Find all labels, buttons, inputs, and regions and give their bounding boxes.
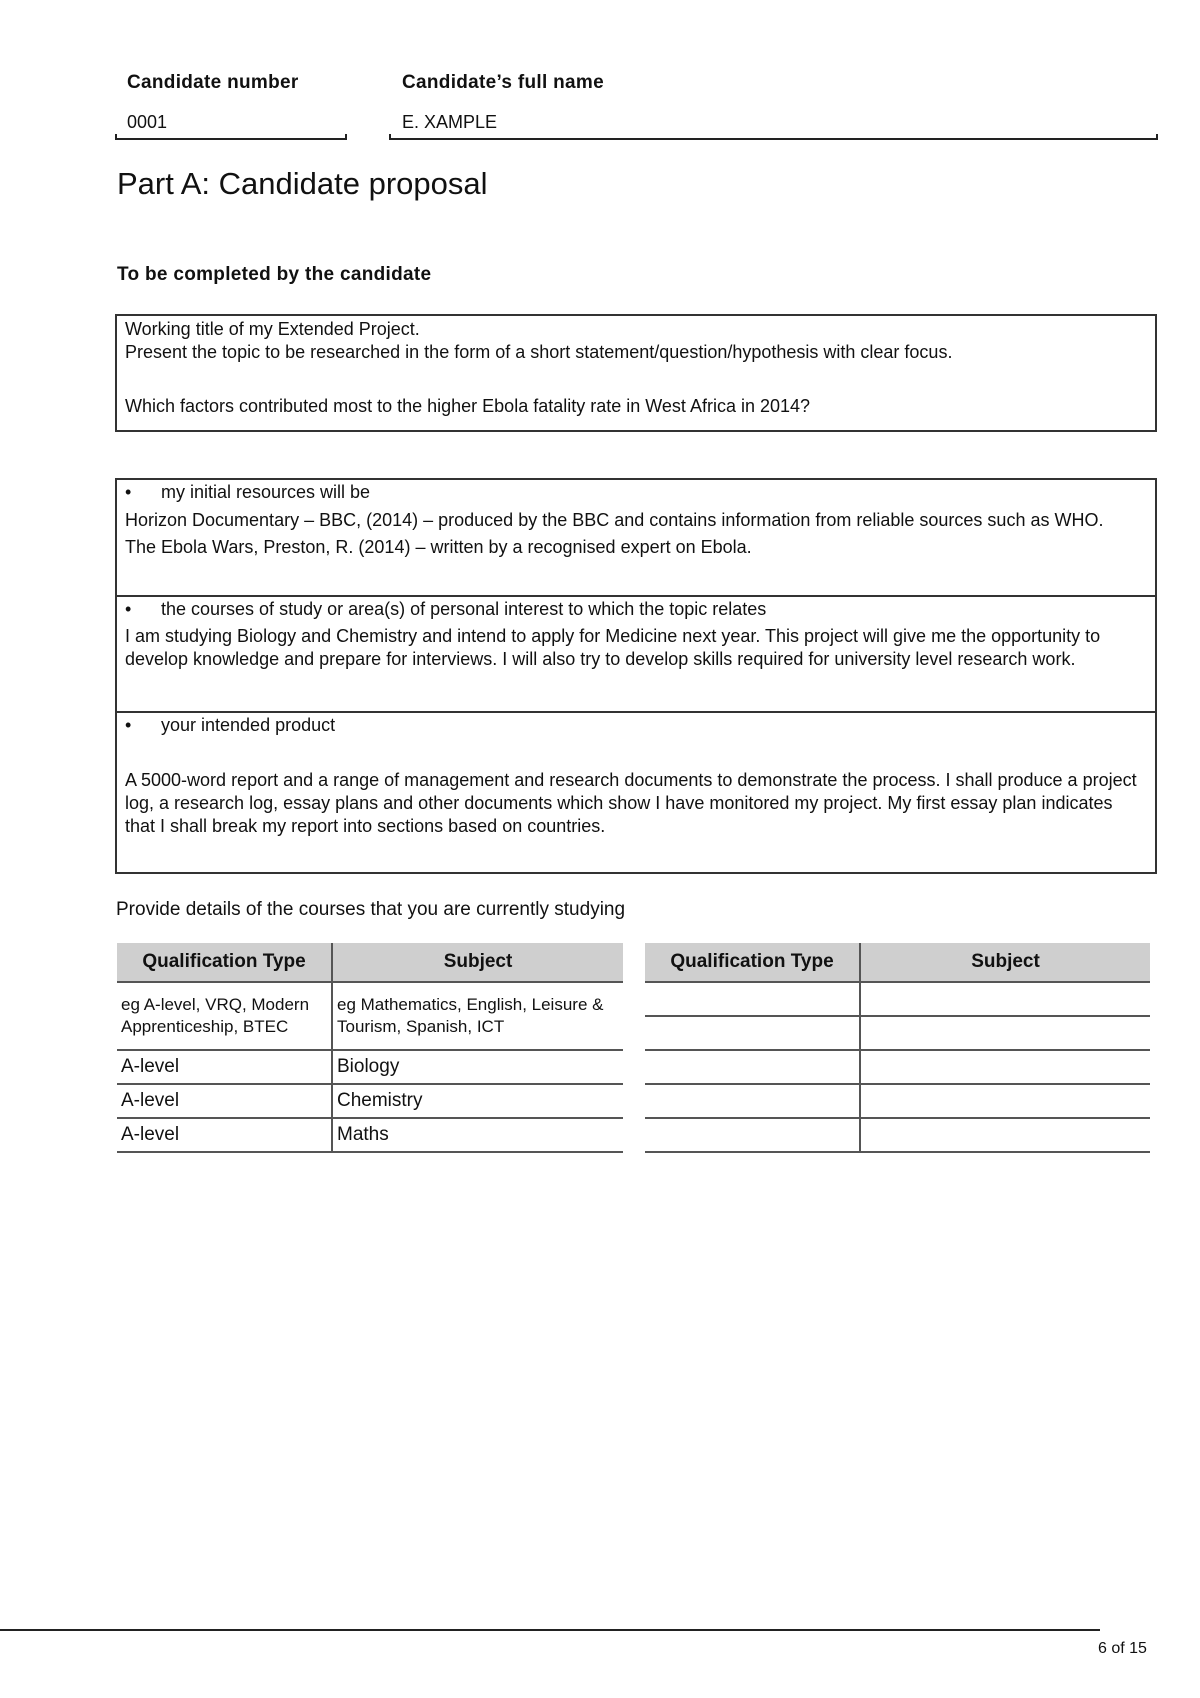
subject-cell[interactable] bbox=[860, 1118, 1150, 1152]
courses-heading: the courses of study or area(s) of personal interest to which the topic relates bbox=[161, 599, 767, 619]
qualification-cell[interactable]: A-level bbox=[117, 1118, 332, 1152]
example-subject: eg Mathematics, English, Leisure & Tourism, Spanish, ICT bbox=[332, 982, 623, 1050]
page-number: 6 of 15 bbox=[1098, 1640, 1147, 1657]
courses-text: I am studying Biology and Chemistry and intend to apply for Medicine next year. This project will give me the opportunity to develop knowledge and prepare for interviews. I will also try to develop skills required for university level research work. bbox=[125, 626, 1101, 669]
subject-cell[interactable]: Maths bbox=[332, 1118, 623, 1152]
table-row[interactable] bbox=[645, 1050, 1150, 1084]
footer-divider bbox=[0, 1629, 1100, 1631]
resources-line2: The Ebola Wars, Preston, R. (2014) – written by a recognised expert on Ebola. bbox=[125, 537, 752, 557]
proposal-details-box bbox=[115, 478, 1157, 874]
product-heading: your intended product bbox=[161, 715, 336, 735]
working-title-line1: Working title of my Extended Project. bbox=[125, 319, 420, 339]
col-header-subject: Subject bbox=[860, 943, 1150, 982]
qualification-cell[interactable]: A-level bbox=[117, 1050, 332, 1084]
working-title-answer: Which factors contributed most to the higher Ebola fatality rate in West Africa in 2014? bbox=[125, 396, 811, 416]
section-subheading: To be completed by the candidate bbox=[117, 264, 432, 285]
bullet-icon: • bbox=[125, 599, 132, 619]
courses-table-right bbox=[645, 943, 1150, 1153]
candidate-name-label: Candidate’s full name bbox=[402, 72, 604, 93]
candidate-name-value[interactable]: E. XAMPLE bbox=[402, 112, 498, 132]
page-title: Part A: Candidate proposal bbox=[117, 166, 488, 201]
subject-cell[interactable] bbox=[860, 1016, 1150, 1050]
candidate-name-field-line bbox=[389, 134, 1158, 140]
bullet-icon: • bbox=[125, 482, 132, 502]
col-header-qualification: Qualification Type bbox=[645, 943, 860, 982]
qualification-cell[interactable] bbox=[645, 982, 860, 1016]
courses-intro: Provide details of the courses that you are currently studying bbox=[116, 899, 626, 920]
table-row[interactable] bbox=[645, 1084, 1150, 1118]
resources-section[interactable] bbox=[117, 480, 1155, 597]
subject-cell[interactable] bbox=[860, 982, 1150, 1016]
col-header-qualification: Qualification Type bbox=[117, 943, 332, 982]
subject-cell[interactable] bbox=[860, 1050, 1150, 1084]
candidate-number-label: Candidate number bbox=[127, 72, 299, 93]
subject-cell[interactable] bbox=[860, 1084, 1150, 1118]
subject-cell[interactable]: Biology bbox=[332, 1050, 623, 1084]
table-row[interactable] bbox=[117, 1118, 623, 1152]
working-title-line2: Present the topic to be researched in the form of a short statement/question/hypothesis with clear focus. bbox=[125, 342, 953, 362]
product-text: A 5000-word report and a range of management and research documents to demonstrate the process. I shall produce a project log, a research log, essay plans and other documents which show I have monitored my project. My first essay plan indicates that I shall break my report into sections based on countries. bbox=[125, 770, 1137, 836]
candidate-number-value[interactable]: 0001 bbox=[127, 112, 168, 132]
example-qualification: eg A-level, VRQ, Modern Apprenticeship, BTEC bbox=[117, 982, 332, 1050]
resources-line1: Horizon Documentary – BBC, (2014) – produced by the BBC and contains information from reliable sources such as WHO. bbox=[125, 510, 1104, 530]
candidate-number-field-line bbox=[115, 134, 347, 140]
qualification-cell[interactable]: A-level bbox=[117, 1084, 332, 1118]
bullet-icon: • bbox=[125, 715, 132, 735]
subject-cell[interactable]: Chemistry bbox=[332, 1084, 623, 1118]
qualification-cell[interactable] bbox=[645, 1050, 860, 1084]
courses-table-left bbox=[117, 943, 623, 1153]
table-row[interactable] bbox=[645, 1118, 1150, 1152]
resources-heading: my initial resources will be bbox=[161, 482, 371, 502]
working-title-box[interactable] bbox=[115, 314, 1157, 432]
courses-section[interactable] bbox=[117, 597, 1155, 713]
table-row-example bbox=[117, 982, 623, 1050]
qualification-cell[interactable] bbox=[645, 1118, 860, 1152]
col-header-subject: Subject bbox=[332, 943, 623, 982]
qualification-cell[interactable] bbox=[645, 1084, 860, 1118]
product-section[interactable] bbox=[117, 713, 1155, 872]
table-row[interactable] bbox=[645, 982, 1150, 1016]
table-row[interactable] bbox=[117, 1050, 623, 1084]
qualification-cell[interactable] bbox=[645, 1016, 860, 1050]
table-row[interactable] bbox=[645, 1016, 1150, 1050]
table-row[interactable] bbox=[117, 1084, 623, 1118]
